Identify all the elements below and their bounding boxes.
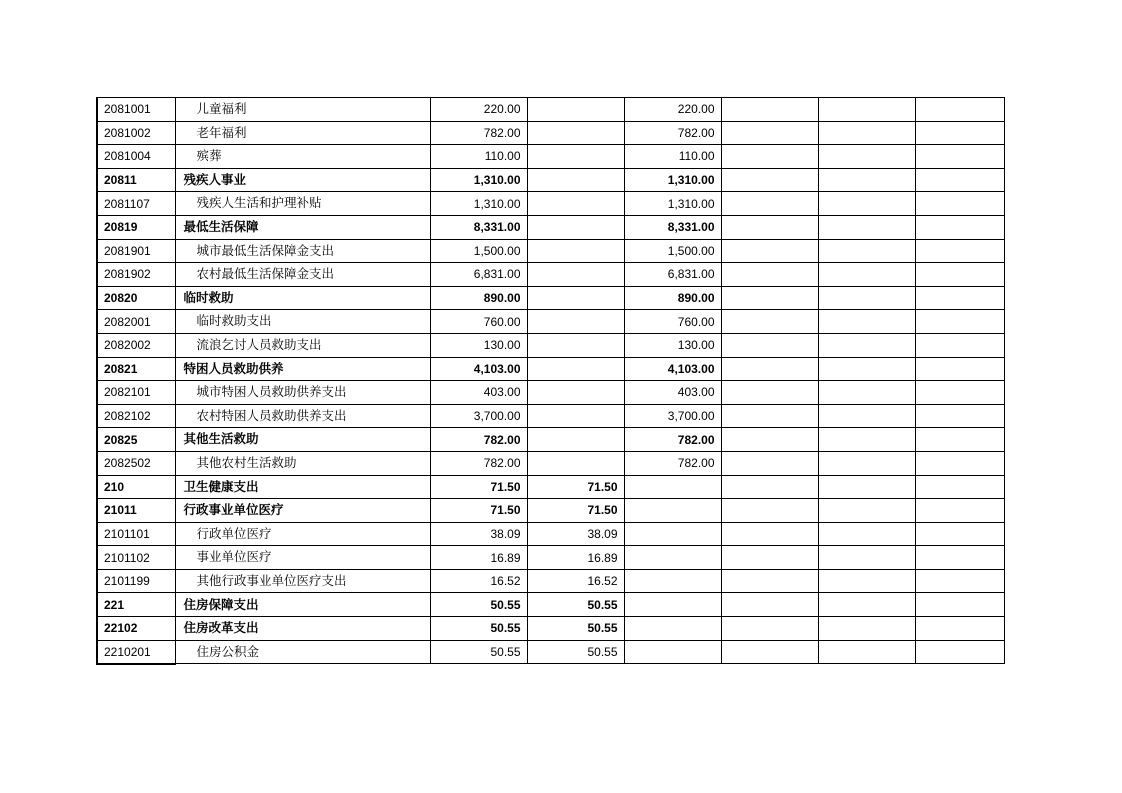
basic-expenditure-cell xyxy=(527,98,624,122)
amount-cell xyxy=(721,475,818,499)
account-name-cell: 农村最低生活保障金支出 xyxy=(175,263,430,287)
amount-cell xyxy=(915,404,1004,428)
amount-cell xyxy=(721,593,818,617)
basic-expenditure-cell: 38.09 xyxy=(527,522,624,546)
basic-expenditure-cell: 16.89 xyxy=(527,546,624,570)
account-name-cell: 其他行政事业单位医疗支出 xyxy=(175,569,430,593)
total-amount-cell: 50.55 xyxy=(430,640,527,664)
total-amount-cell: 8,331.00 xyxy=(430,215,527,239)
amount-cell xyxy=(818,215,915,239)
table-row xyxy=(97,263,1004,287)
basic-expenditure-cell xyxy=(527,215,624,239)
account-code-cell: 20821 xyxy=(97,357,175,381)
amount-cell xyxy=(721,404,818,428)
total-amount-cell: 71.50 xyxy=(430,475,527,499)
project-expenditure-cell: 403.00 xyxy=(624,381,721,405)
table-row xyxy=(97,333,1004,357)
account-name-cell: 住房改革支出 xyxy=(175,617,430,641)
basic-expenditure-cell xyxy=(527,145,624,169)
total-amount-cell: 16.89 xyxy=(430,546,527,570)
account-name-cell: 临时救助支出 xyxy=(175,310,430,334)
project-expenditure-cell: 130.00 xyxy=(624,333,721,357)
amount-cell xyxy=(818,145,915,169)
project-expenditure-cell: 8,331.00 xyxy=(624,215,721,239)
basic-expenditure-cell: 71.50 xyxy=(527,499,624,523)
account-name-cell: 流浪乞讨人员救助支出 xyxy=(175,333,430,357)
account-name-cell: 其他农村生活救助 xyxy=(175,451,430,475)
table-row xyxy=(97,121,1004,145)
table-row xyxy=(97,428,1004,452)
total-amount-cell: 110.00 xyxy=(430,145,527,169)
amount-cell xyxy=(721,499,818,523)
amount-cell xyxy=(915,121,1004,145)
account-code-cell: 2082001 xyxy=(97,310,175,334)
account-code-cell: 2081002 xyxy=(97,121,175,145)
table-row xyxy=(97,475,1004,499)
total-amount-cell: 4,103.00 xyxy=(430,357,527,381)
amount-cell xyxy=(915,239,1004,263)
table-row xyxy=(97,286,1004,310)
amount-cell xyxy=(915,546,1004,570)
table-row xyxy=(97,546,1004,570)
total-amount-cell: 220.00 xyxy=(430,98,527,122)
basic-expenditure-cell xyxy=(527,381,624,405)
budget-expenditure-table xyxy=(96,97,1005,665)
project-expenditure-cell xyxy=(624,475,721,499)
table-row xyxy=(97,381,1004,405)
account-name-cell: 特困人员救助供养 xyxy=(175,357,430,381)
project-expenditure-cell xyxy=(624,640,721,664)
account-code-cell: 2081901 xyxy=(97,239,175,263)
total-amount-cell: 782.00 xyxy=(430,121,527,145)
amount-cell xyxy=(915,499,1004,523)
account-name-cell: 殡葬 xyxy=(175,145,430,169)
account-code-cell: 20819 xyxy=(97,215,175,239)
amount-cell xyxy=(721,192,818,216)
table-row xyxy=(97,404,1004,428)
amount-cell xyxy=(915,168,1004,192)
account-code-cell: 2210201 xyxy=(97,640,175,664)
project-expenditure-cell: 890.00 xyxy=(624,286,721,310)
amount-cell xyxy=(818,168,915,192)
account-code-cell: 2081001 xyxy=(97,98,175,122)
account-name-cell: 残疾人生活和护理补贴 xyxy=(175,192,430,216)
total-amount-cell: 782.00 xyxy=(430,451,527,475)
account-code-cell: 2082101 xyxy=(97,381,175,405)
amount-cell xyxy=(721,522,818,546)
amount-cell xyxy=(721,640,818,664)
account-code-cell: 2101101 xyxy=(97,522,175,546)
basic-expenditure-cell xyxy=(527,333,624,357)
project-expenditure-cell: 782.00 xyxy=(624,121,721,145)
project-expenditure-cell: 220.00 xyxy=(624,98,721,122)
account-code-cell: 21011 xyxy=(97,499,175,523)
amount-cell xyxy=(721,121,818,145)
amount-cell xyxy=(818,121,915,145)
amount-cell xyxy=(818,451,915,475)
basic-expenditure-cell: 71.50 xyxy=(527,475,624,499)
account-code-cell: 2082102 xyxy=(97,404,175,428)
table-row xyxy=(97,569,1004,593)
amount-cell xyxy=(915,640,1004,664)
account-name-cell: 住房公积金 xyxy=(175,640,430,664)
project-expenditure-cell: 760.00 xyxy=(624,310,721,334)
total-amount-cell: 782.00 xyxy=(430,428,527,452)
table-body xyxy=(97,98,1004,664)
amount-cell xyxy=(721,168,818,192)
amount-cell xyxy=(915,215,1004,239)
amount-cell xyxy=(818,499,915,523)
table-row xyxy=(97,215,1004,239)
account-name-cell: 事业单位医疗 xyxy=(175,546,430,570)
amount-cell xyxy=(721,381,818,405)
amount-cell xyxy=(915,192,1004,216)
account-name-cell: 其他生活救助 xyxy=(175,428,430,452)
account-code-cell: 221 xyxy=(97,593,175,617)
project-expenditure-cell: 782.00 xyxy=(624,451,721,475)
project-expenditure-cell xyxy=(624,522,721,546)
amount-cell xyxy=(915,381,1004,405)
basic-expenditure-cell xyxy=(527,239,624,263)
amount-cell xyxy=(915,451,1004,475)
amount-cell xyxy=(915,333,1004,357)
amount-cell xyxy=(721,98,818,122)
amount-cell xyxy=(721,145,818,169)
amount-cell xyxy=(915,428,1004,452)
account-name-cell: 最低生活保障 xyxy=(175,215,430,239)
amount-cell xyxy=(818,263,915,287)
amount-cell xyxy=(915,569,1004,593)
account-name-cell: 城市最低生活保障金支出 xyxy=(175,239,430,263)
amount-cell xyxy=(915,593,1004,617)
account-code-cell: 210 xyxy=(97,475,175,499)
amount-cell xyxy=(818,617,915,641)
project-expenditure-cell: 4,103.00 xyxy=(624,357,721,381)
basic-expenditure-cell xyxy=(527,404,624,428)
total-amount-cell: 1,500.00 xyxy=(430,239,527,263)
amount-cell xyxy=(818,593,915,617)
project-expenditure-cell: 1,310.00 xyxy=(624,168,721,192)
amount-cell xyxy=(915,617,1004,641)
total-amount-cell: 6,831.00 xyxy=(430,263,527,287)
account-name-cell: 行政单位医疗 xyxy=(175,522,430,546)
account-code-cell: 2081004 xyxy=(97,145,175,169)
basic-expenditure-cell xyxy=(527,310,624,334)
amount-cell xyxy=(721,617,818,641)
basic-expenditure-cell: 16.52 xyxy=(527,569,624,593)
amount-cell xyxy=(818,239,915,263)
table-row xyxy=(97,499,1004,523)
project-expenditure-cell: 1,500.00 xyxy=(624,239,721,263)
total-amount-cell: 16.52 xyxy=(430,569,527,593)
table-row xyxy=(97,168,1004,192)
total-amount-cell: 1,310.00 xyxy=(430,168,527,192)
amount-cell xyxy=(915,310,1004,334)
table-row xyxy=(97,310,1004,334)
amount-cell xyxy=(818,192,915,216)
amount-cell xyxy=(721,239,818,263)
table-row xyxy=(97,451,1004,475)
amount-cell xyxy=(818,522,915,546)
total-amount-cell: 890.00 xyxy=(430,286,527,310)
project-expenditure-cell xyxy=(624,546,721,570)
account-code-cell: 2082002 xyxy=(97,333,175,357)
table-row xyxy=(97,357,1004,381)
amount-cell xyxy=(721,286,818,310)
account-name-cell: 残疾人事业 xyxy=(175,168,430,192)
account-name-cell: 行政事业单位医疗 xyxy=(175,499,430,523)
account-name-cell: 儿童福利 xyxy=(175,98,430,122)
amount-cell xyxy=(818,475,915,499)
total-amount-cell: 760.00 xyxy=(430,310,527,334)
table-row xyxy=(97,192,1004,216)
amount-cell xyxy=(915,522,1004,546)
account-name-cell: 农村特困人员救助供养支出 xyxy=(175,404,430,428)
project-expenditure-cell: 782.00 xyxy=(624,428,721,452)
total-amount-cell: 3,700.00 xyxy=(430,404,527,428)
amount-cell xyxy=(915,263,1004,287)
amount-cell xyxy=(721,310,818,334)
basic-expenditure-cell xyxy=(527,451,624,475)
table-row xyxy=(97,239,1004,263)
account-code-cell: 2082502 xyxy=(97,451,175,475)
amount-cell xyxy=(818,546,915,570)
amount-cell xyxy=(721,215,818,239)
account-code-cell: 20825 xyxy=(97,428,175,452)
total-amount-cell: 130.00 xyxy=(430,333,527,357)
table-row xyxy=(97,522,1004,546)
amount-cell xyxy=(818,286,915,310)
amount-cell xyxy=(721,428,818,452)
amount-cell xyxy=(915,357,1004,381)
total-amount-cell: 38.09 xyxy=(430,522,527,546)
total-amount-cell: 71.50 xyxy=(430,499,527,523)
account-code-cell: 22102 xyxy=(97,617,175,641)
amount-cell xyxy=(818,428,915,452)
basic-expenditure-cell xyxy=(527,192,624,216)
basic-expenditure-cell xyxy=(527,263,624,287)
amount-cell xyxy=(721,333,818,357)
amount-cell xyxy=(721,546,818,570)
project-expenditure-cell xyxy=(624,569,721,593)
basic-expenditure-cell xyxy=(527,428,624,452)
amount-cell xyxy=(721,569,818,593)
total-amount-cell: 403.00 xyxy=(430,381,527,405)
account-name-cell: 临时救助 xyxy=(175,286,430,310)
table-row xyxy=(97,617,1004,641)
amount-cell xyxy=(915,98,1004,122)
amount-cell xyxy=(818,333,915,357)
basic-expenditure-cell: 50.55 xyxy=(527,593,624,617)
basic-expenditure-cell xyxy=(527,121,624,145)
project-expenditure-cell: 110.00 xyxy=(624,145,721,169)
account-name-cell: 城市特困人员救助供养支出 xyxy=(175,381,430,405)
table-row xyxy=(97,593,1004,617)
account-code-cell: 2101199 xyxy=(97,569,175,593)
amount-cell xyxy=(818,640,915,664)
amount-cell xyxy=(818,310,915,334)
basic-expenditure-cell xyxy=(527,286,624,310)
account-code-cell: 20811 xyxy=(97,168,175,192)
account-name-cell: 老年福利 xyxy=(175,121,430,145)
amount-cell xyxy=(721,263,818,287)
account-code-cell: 2101102 xyxy=(97,546,175,570)
basic-expenditure-cell xyxy=(527,168,624,192)
amount-cell xyxy=(721,357,818,381)
total-amount-cell: 1,310.00 xyxy=(430,192,527,216)
table-row xyxy=(97,98,1004,122)
basic-expenditure-cell: 50.55 xyxy=(527,640,624,664)
project-expenditure-cell: 1,310.00 xyxy=(624,192,721,216)
basic-expenditure-cell xyxy=(527,357,624,381)
total-amount-cell: 50.55 xyxy=(430,593,527,617)
total-amount-cell: 50.55 xyxy=(430,617,527,641)
account-code-cell: 2081902 xyxy=(97,263,175,287)
account-code-cell: 2081107 xyxy=(97,192,175,216)
account-name-cell: 卫生健康支出 xyxy=(175,475,430,499)
amount-cell xyxy=(818,404,915,428)
project-expenditure-cell: 3,700.00 xyxy=(624,404,721,428)
amount-cell xyxy=(721,451,818,475)
account-code-cell: 20820 xyxy=(97,286,175,310)
amount-cell xyxy=(818,381,915,405)
amount-cell xyxy=(818,569,915,593)
project-expenditure-cell xyxy=(624,593,721,617)
project-expenditure-cell: 6,831.00 xyxy=(624,263,721,287)
project-expenditure-cell xyxy=(624,499,721,523)
amount-cell xyxy=(915,286,1004,310)
amount-cell xyxy=(818,357,915,381)
amount-cell xyxy=(915,475,1004,499)
table-row xyxy=(97,145,1004,169)
amount-cell xyxy=(818,98,915,122)
table-row xyxy=(97,640,1004,664)
account-name-cell: 住房保障支出 xyxy=(175,593,430,617)
amount-cell xyxy=(915,145,1004,169)
basic-expenditure-cell: 50.55 xyxy=(527,617,624,641)
project-expenditure-cell xyxy=(624,617,721,641)
